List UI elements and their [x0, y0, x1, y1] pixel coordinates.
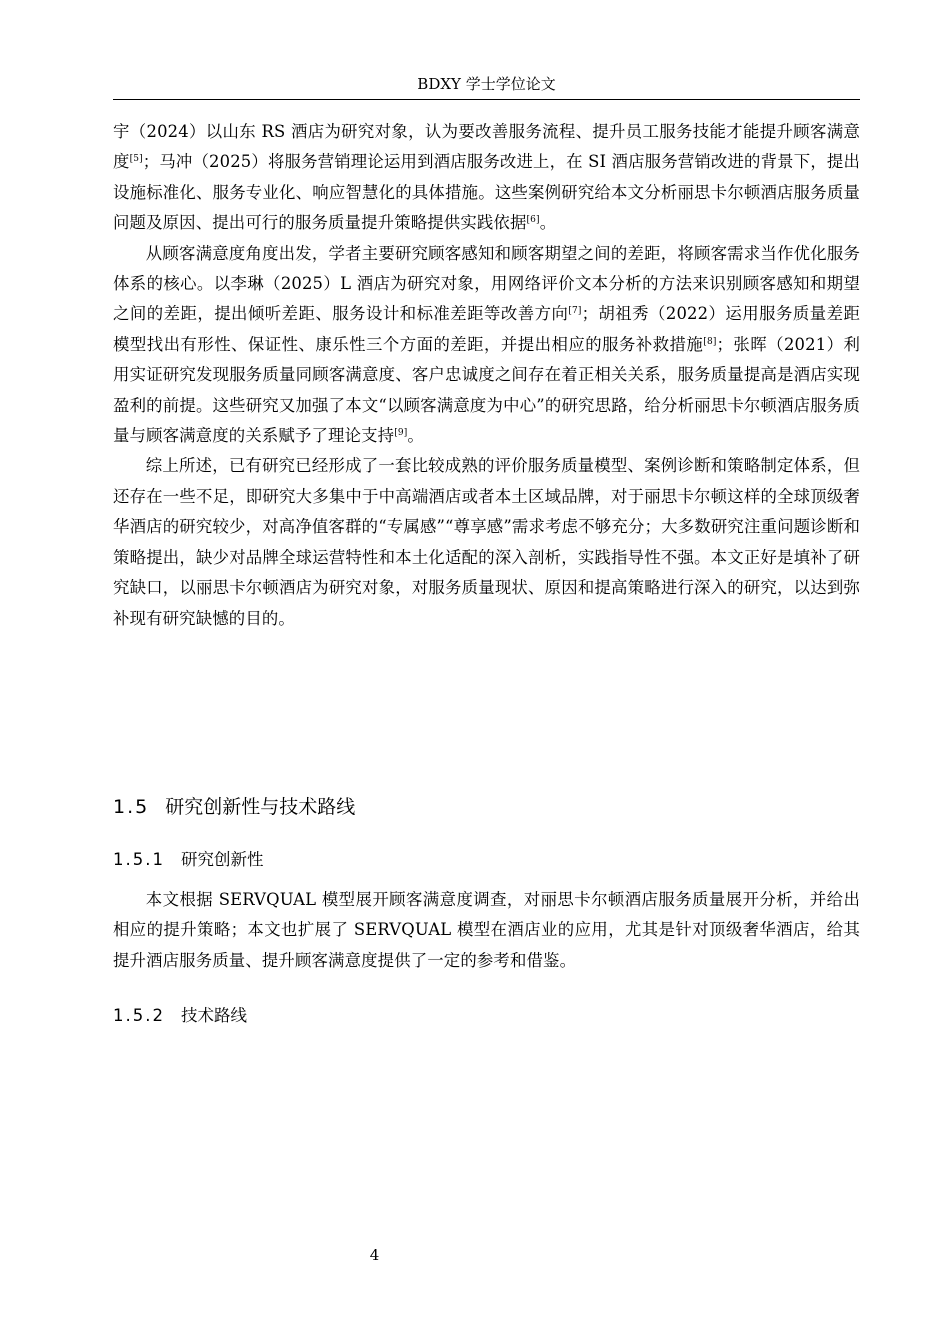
section-title: 研究创新性与技术路线 — [165, 796, 356, 818]
section-number: 1.5.2 — [113, 1006, 165, 1025]
citation-ref[interactable]: [9] — [394, 428, 408, 439]
paragraph-innovation: 本文根据 SERVQUAL 模型展开顾客满意度调查，对丽思卡尔顿酒店服务质量展开分析，并给出相应的提升策略；本文也扩展了 SERVQUAL 模型在酒店业的应用，尤其是针对顶级奢华酒店，给其提升酒店服务质量、提升顾客满意度提供了一定的参考和借鉴。 — [113, 890, 860, 970]
section-number: 1.5.1 — [113, 850, 165, 869]
citation-ref[interactable]: [7] — [568, 306, 582, 317]
citation-ref[interactable]: [5] — [129, 154, 143, 165]
section-heading-1-5 — [113, 794, 355, 820]
section-title: 研究创新性 — [180, 850, 264, 869]
citation-ref[interactable]: [8] — [703, 336, 717, 347]
paragraph-text: 从顾客满意度角度出发，学者主要研究顾客感知和顾客期望之间的差距，将顾客需求当作优化服务体系的核心。以李琳（2025）L 酒店为研究对象，用网络评价文本分析的方法来识别顾客感知和期望之间的差距，提出倾听差距、服务设计和标准差距等改善方向 — [113, 243, 860, 324]
paragraph-text: ；张晖（2021）利用实证研究发现服务质量同顾客满意度、客户忠诚度之间存在着正相关关系，服务质量提高是酒店实现盈利的前提。这些研究又加强了本文“以顾客满意度为中心”的研究思路，给分析丽思卡尔顿酒店服务质量与顾客满意度的关系赋予了理论支持 — [113, 334, 861, 446]
section-number: 1.5 — [113, 796, 150, 818]
paragraph-case-studies — [113, 117, 860, 239]
literature-review-body — [113, 117, 860, 634]
paragraph-satisfaction — [113, 239, 860, 452]
citation-ref[interactable]: [6] — [526, 215, 540, 226]
paragraph-text: ；马冲（2025）将服务营销理论运用到酒店服务改进上，在 SI 酒店服务营销改进的背景下，提出设施标准化、服务专业化、响应智慧化的具体措施。这些案例研究给本文分析丽思卡尔顿酒店服务质量问题及原因、提出可行的服务质量提升策略提供实践依据 — [113, 152, 860, 233]
subsection-heading-1-5-1 — [113, 849, 263, 871]
paragraph-text: 宇（2024）以山东 RS 酒店为研究对象，认为要改善服务流程、提升员工服务技能才能提升顾客满意度 — [113, 122, 860, 172]
innovation-body — [113, 885, 860, 976]
page-number: 4 — [369, 1246, 380, 1264]
paragraph-summary: 综上所述，已有研究已经形成了一套比较成熟的评价服务质量模型、案例诊断和策略制定体系，但还存在一些不足，即研究大多集中于中高端酒店或者本土区域品牌，对于丽思卡尔顿这样的全球顶级奢华酒店的研究较少，对高净值客群的“专属感”“尊享感”需求考虑不够充分；大多数研究注重问题诊断和策略提出，缺少对品牌全球运营特性和本土化适配的深入剖析，实践指导性不强。本文正好是填补了研究缺口，以丽思卡尔顿酒店为研究对象，对服务质量现状、原因和提高策略进行深入的研究，以达到弥补现有研究缺憾的目的。 — [113, 456, 860, 628]
paragraph-text: ；胡祖秀（2022）运用服务质量差距模型找出有形性、保证性、康乐性三个方面的差距，并提出相应的服务补救措施 — [113, 304, 860, 354]
paragraph-text: 。 — [539, 213, 557, 233]
subsection-heading-1-5-2 — [113, 1005, 247, 1027]
section-title: 技术路线 — [180, 1006, 247, 1025]
paragraph-text: 。 — [407, 426, 424, 446]
header-divider — [113, 99, 860, 100]
running-header: BDXY 学士学位论文 — [417, 75, 556, 93]
